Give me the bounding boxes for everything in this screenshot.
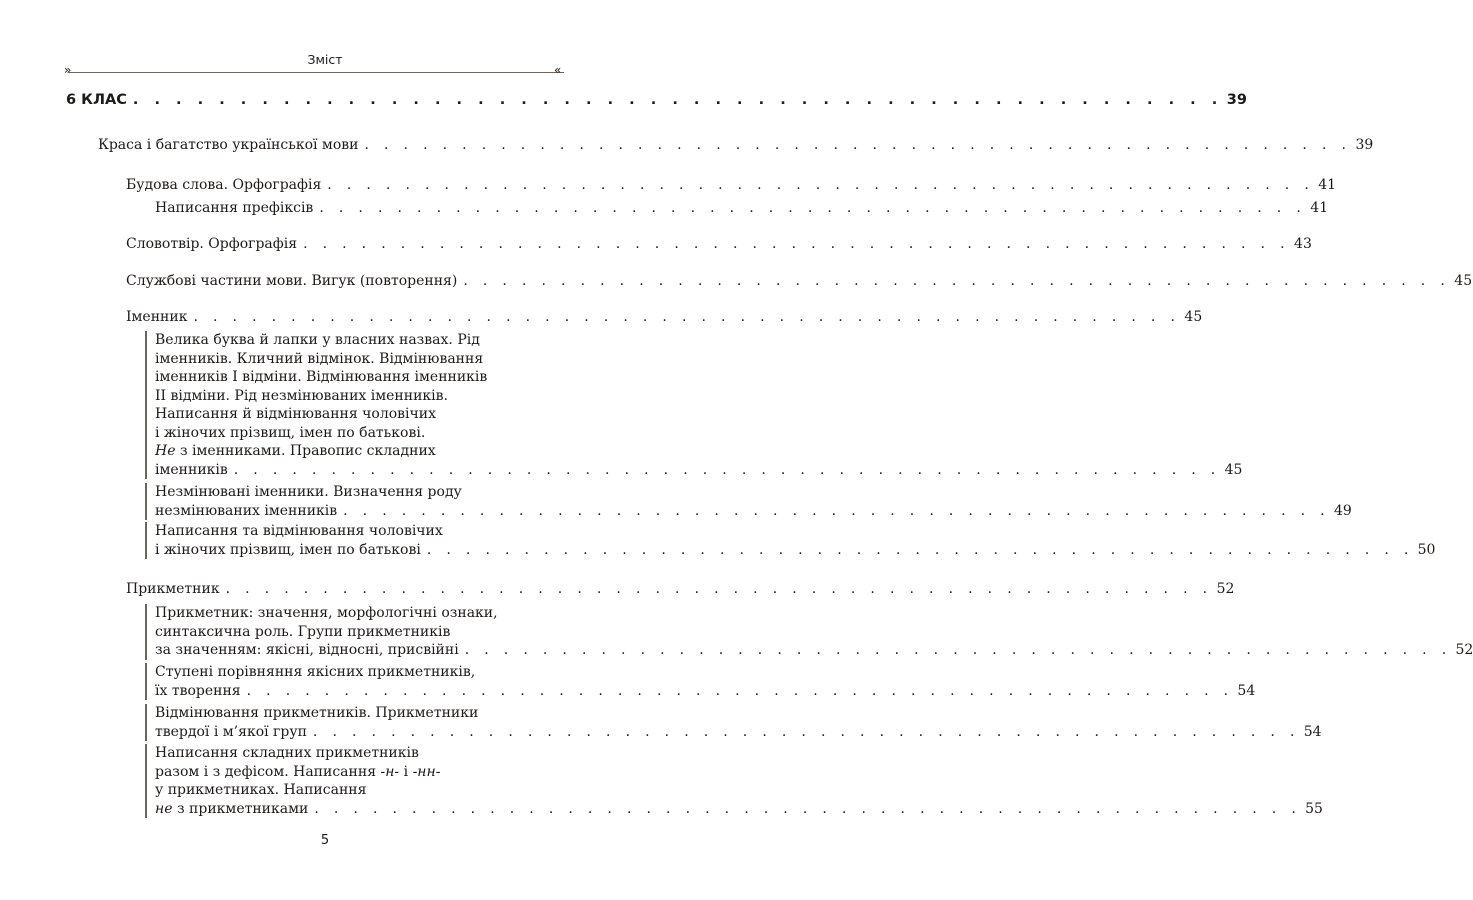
toc-line-last	[155, 541, 1436, 560]
toc-text: з прикметниками	[172, 800, 309, 817]
toc-item-prykmetnyk-2[interactable]	[145, 663, 1256, 700]
toc-page: 45	[1224, 461, 1243, 478]
toc-leader: . . . . . . . . . . . . . . . . . . . . . . . . . . . . . . . . . . . . . . . . . . . . . . . . . . .	[233, 461, 1221, 478]
toc-leader: . . . . . . . . . . . . . . . . . . . . . . . . . . . . . . . . . . . . . . . . . . . . . . . . . . .	[193, 309, 1181, 325]
toc-item-prykmetnyk[interactable]	[126, 580, 1235, 598]
toc-label: Службові частини мови. Вигук (повторення)	[126, 273, 458, 289]
toc-label: Прикметник	[126, 581, 220, 597]
toc-page: 49	[1333, 502, 1352, 519]
toc-page: 52	[1216, 581, 1235, 597]
toc-line: у прикметниках. Написання	[155, 782, 367, 798]
toc-line: іменників. Кличний відмінок. Відмінювання	[155, 350, 484, 367]
header-title: Зміст	[307, 52, 343, 67]
toc-line: Написання складних прикметників	[155, 745, 419, 761]
toc-item-imennyk[interactable]	[126, 308, 1203, 326]
toc-page: 41	[1310, 200, 1329, 216]
toc-page: 41	[1318, 177, 1337, 193]
toc-item-imennyk-2[interactable]	[145, 483, 1352, 520]
toc-italic: не	[155, 800, 173, 817]
header-rule	[68, 72, 564, 73]
toc-item-prykmetnyk-1[interactable]	[145, 604, 1473, 660]
toc-italic: Не	[155, 443, 176, 459]
toc-item-class6[interactable]	[66, 91, 1247, 109]
toc-line-last	[155, 461, 1243, 480]
toc-italic: -н-	[380, 763, 400, 780]
toc-item-imennyk-1[interactable]	[145, 331, 1243, 479]
toc-leader: . . . . . . . . . . . . . . . . . . . . . . . . . . . . . . . . . . . . . . . . . . . . . . . . . . .	[343, 502, 1330, 519]
toc-page: 39	[1355, 137, 1374, 153]
toc-leader: . . . . . . . . . . . . . . . . . . . . . . . . . . . . . . . . . . . . . . . . . . . . . . . . . . .	[327, 177, 1315, 193]
toc-line: і жіночих прізвищ, імен по батькові.	[155, 424, 426, 441]
toc-line: Ступені порівняння якісних прикметників,	[155, 664, 476, 680]
toc-label: 6 КЛАС	[66, 92, 127, 108]
toc-line	[155, 763, 560, 782]
toc-label: Іменник	[126, 309, 188, 325]
toc-line-last	[155, 502, 1352, 521]
toc-leader: . . . . . . . . . . . . . . . . . . . . . . . . . . . . . . . . . . . . . . . . . . . . . . . . . . .	[132, 92, 1223, 108]
toc-italic: -нн-	[412, 763, 441, 780]
toc-label	[155, 800, 308, 819]
toc-page: 54	[1303, 723, 1322, 740]
toc-line: Незмінювані іменники. Визначення роду	[155, 484, 462, 500]
toc-text: і	[399, 763, 413, 780]
toc-leader: . . . . . . . . . . . . . . . . . . . . . . . . . . . . . . . . . . . . . . . . . . . . . . . . . . .	[312, 723, 1300, 740]
toc-line-last	[155, 800, 1323, 819]
toc-item-prefiksy[interactable]	[155, 199, 1329, 217]
toc-label: їх творення	[155, 682, 241, 699]
toc-label: твердої і м’якої груп	[155, 723, 307, 740]
toc-leader: . . . . . . . . . . . . . . . . . . . . . . . . . . . . . . . . . . . . . . . . . . . . . . . . . . .	[225, 581, 1213, 597]
toc-label: незмінюваних іменників	[155, 502, 338, 519]
toc-page: 52	[1455, 642, 1473, 658]
toc-leader: . . . . . . . . . . . . . . . . . . . . . . . . . . . . . . . . . . . . . . . . . . . . . . . . . . .	[303, 236, 1290, 252]
toc-line-last	[155, 723, 1322, 742]
toc-line: синтаксична роль. Групи прикметників	[155, 623, 451, 640]
toc-line	[155, 442, 560, 461]
toc-item-prykmetnyk-3[interactable]	[145, 704, 1322, 741]
toc-line: Велика буква й лапки у власних назвах. Рід	[155, 332, 480, 348]
toc-page: 45	[1184, 309, 1203, 325]
header-mark-left: »	[64, 63, 72, 77]
toc-label: за значенням: якісні, відносні, присвійні	[155, 642, 459, 658]
toc-leader: . . . . . . . . . . . . . . . . . . . . . . . . . . . . . . . . . . . . . . . . . . . . . . . . . . .	[319, 200, 1307, 216]
toc-leader: . . . . . . . . . . . . . . . . . . . . . . . . . . . . . . . . . . . . . . . . . . . . . . . . . . .	[364, 137, 1352, 153]
toc-item-imennyk-3[interactable]	[145, 522, 1436, 559]
toc-page: 43	[1294, 236, 1312, 252]
toc-line-last	[155, 641, 1473, 660]
toc-leader: . . . . . . . . . . . . . . . . . . . . . . . . . . . . . . . . . . . . . . . . . . . . . . . . . . .	[463, 273, 1451, 289]
toc-label: іменників	[155, 461, 228, 478]
toc-page: 54	[1237, 682, 1256, 699]
toc-item-prykmetnyk-4[interactable]	[145, 744, 1323, 818]
toc-item-slovotvir[interactable]	[126, 235, 1312, 253]
toc-line: Прикметник: значення, морфологічні ознаки,	[155, 605, 498, 621]
toc-line: Відмінювання прикметників. Прикметники	[155, 705, 479, 721]
toc-leader: . . . . . . . . . . . . . . . . . . . . . . . . . . . . . . . . . . . . . . . . . . . . . . . . . . .	[314, 800, 1302, 817]
page-number: 5	[320, 833, 330, 848]
toc-text: разом і з дефісом. Написання	[155, 763, 381, 780]
toc-line: Написання й відмінювання чоловічих	[155, 406, 437, 422]
toc-item-krasa[interactable]	[98, 136, 1374, 154]
toc-label: і жіночих прізвищ, імен по батькові	[155, 541, 421, 558]
toc-page: 50	[1417, 541, 1436, 558]
toc-line: Написання та відмінювання чоловічих	[155, 523, 443, 539]
toc-page: 55	[1305, 800, 1323, 817]
toc-page: 39	[1226, 92, 1247, 108]
toc-line: ІІ відміни. Рід незмінюваних іменників.	[155, 387, 448, 404]
header-mark-right: «	[554, 63, 562, 77]
toc-leader: . . . . . . . . . . . . . . . . . . . . . . . . . . . . . . . . . . . . . . . . . . . . . . . . . . .	[246, 682, 1234, 699]
toc-item-sluzhbovi[interactable]	[126, 272, 1473, 290]
toc-leader: . . . . . . . . . . . . . . . . . . . . . . . . . . . . . . . . . . . . . . . . . . . . . . . . . . .	[464, 642, 1452, 658]
toc-line-last	[155, 682, 1256, 701]
toc-line: іменників І відміни. Відмінювання іменників	[155, 369, 488, 385]
toc-label: Краса і багатство української мови	[98, 137, 359, 153]
toc-label: Будова слова. Орфографія	[126, 177, 322, 193]
toc-page: 45	[1454, 273, 1473, 289]
toc-leader: . . . . . . . . . . . . . . . . . . . . . . . . . . . . . . . . . . . . . . . . . . . . . . . . . . .	[426, 541, 1414, 558]
toc-item-budova[interactable]	[126, 176, 1337, 194]
toc-label: Словотвір. Орфографія	[126, 236, 298, 252]
toc-text: з іменниками. Правопис складних	[175, 443, 436, 459]
toc-label: Написання префіксів	[155, 200, 314, 216]
